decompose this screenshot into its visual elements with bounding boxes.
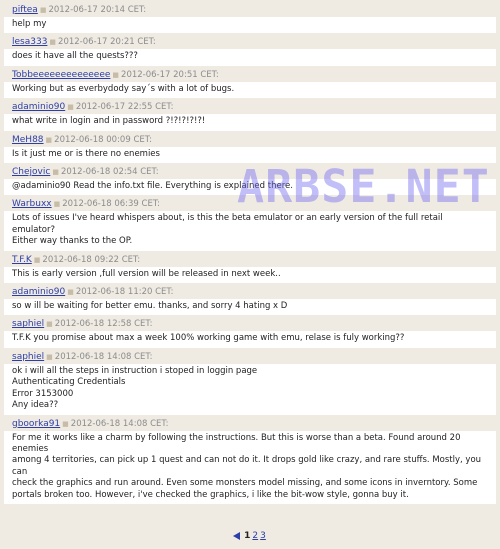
comment-timestamp: 2012-06-18 12:58 CET: <box>54 319 153 330</box>
comment-author-link[interactable]: Chejovic <box>12 167 51 178</box>
comment <box>4 33 496 65</box>
comment <box>4 98 496 130</box>
comment <box>4 131 496 163</box>
comment-text: ok i will all the steps in instruction i stoped in loggin page Authenticating Credentials Error 3153000 Any idea?? <box>4 364 496 415</box>
comment-author-link[interactable]: T.F.K <box>12 254 32 265</box>
pagination <box>0 531 500 541</box>
comment-meta <box>4 131 496 147</box>
comment <box>4 315 496 347</box>
comment-text: what write in login and in password ?!?!?!?!?! <box>4 114 496 130</box>
comment-timestamp: 2012-06-18 11:20 CET: <box>75 287 174 298</box>
separator-icon: ■ <box>46 320 53 329</box>
comment-timestamp: 2012-06-17 20:14 CET: <box>48 5 147 15</box>
comment-text: @adaminio90 Read the info.txt file. Everything is explained there. <box>4 179 496 195</box>
comment-text: For me it works like a charm by following the instructions. But this is worse than a beta. Found around 20 enemies among 4 territories, can pick up 1 quest and can not do it. It drops gold like crazy, and rare stuffs. Mostly, you can check the graphics and run around. Even some monsters model missing, and some icons in inverntory. Some portals broken too. However, i've checked the graphics, i like the bit-wow style, gonna buy it. <box>4 431 496 504</box>
page-link-3[interactable]: 3 <box>260 531 266 541</box>
comment-meta <box>4 163 496 179</box>
comment-meta <box>4 1 496 17</box>
separator-icon: ■ <box>49 38 57 47</box>
comment-text: This is early version ,full version will be released in next week.. <box>4 267 496 283</box>
comment-text: help my <box>4 17 496 33</box>
comment-author-link[interactable]: adaminio90 <box>12 102 66 113</box>
comment-timestamp: 2012-06-17 22:55 CET: <box>75 102 174 113</box>
separator-icon: ■ <box>52 168 59 177</box>
comment-author-link[interactable]: Tobbeeeeeeeeeeeeee <box>12 69 111 80</box>
comment-timestamp: 2012-06-18 06:39 CET: <box>62 199 160 210</box>
separator-icon: ■ <box>53 200 61 209</box>
comment-meta <box>4 415 496 431</box>
comment-meta <box>4 348 496 364</box>
comment-meta <box>4 98 496 114</box>
comment <box>4 163 496 195</box>
page-link-1[interactable]: 1 <box>244 531 251 541</box>
comment <box>4 195 496 250</box>
separator-icon: ■ <box>39 6 47 14</box>
comment-text: so w ill be waiting for better emu. thanks, and sorry 4 hating x D <box>4 299 496 315</box>
separator-icon: ■ <box>67 288 74 297</box>
separator-icon: ■ <box>112 70 120 79</box>
comment-author-link[interactable]: lesa333 <box>12 37 48 48</box>
comment <box>4 1 496 33</box>
comment-meta <box>4 251 496 267</box>
comment <box>4 348 496 415</box>
previous-page-arrow-icon[interactable] <box>233 532 240 540</box>
comment-author-link[interactable]: MeH88 <box>12 134 44 145</box>
separator-icon: ■ <box>46 352 53 361</box>
comment-meta <box>4 283 496 299</box>
comment-author-link[interactable]: Warbuxx <box>12 199 52 210</box>
comment-timestamp: 2012-06-18 02:54 CET: <box>60 167 159 178</box>
comment-author-link[interactable]: saphiel <box>12 319 45 330</box>
comment-timestamp: 2012-06-18 00:09 CET: <box>54 134 152 145</box>
comment-author-link[interactable]: piftea <box>12 5 38 15</box>
watermark: ARBSE.NET <box>237 160 490 213</box>
comment-timestamp: 2012-06-17 20:51 CET: <box>121 69 219 80</box>
comment-timestamp: 2012-06-18 14:08 CET: <box>70 418 169 429</box>
comment-author-link[interactable]: saphiel <box>12 351 45 362</box>
comment-text: T.F.K you promise about max a week 100% working game with emu, relase is fuly working?? <box>4 331 496 347</box>
comment-text: Working but as everbydody say´s with a lot of bugs. <box>4 82 496 98</box>
comment-text: does it have all the quests??? <box>4 49 496 65</box>
comment <box>4 415 496 504</box>
comment-timestamp: 2012-06-18 14:08 CET: <box>54 351 153 362</box>
separator-icon: ■ <box>45 135 53 144</box>
comment-timestamp: 2012-06-17 20:21 CET: <box>58 37 156 48</box>
comment-text: Is it just me or is there no enemies <box>4 147 496 163</box>
comment <box>4 251 496 283</box>
comment-meta <box>4 315 496 331</box>
separator-icon: ■ <box>67 103 74 112</box>
separator-icon: ■ <box>33 255 41 264</box>
comment-author-link[interactable]: gboorka91 <box>12 418 61 429</box>
comment <box>4 66 496 98</box>
page-link-2[interactable]: 2 <box>252 531 259 541</box>
comment <box>4 283 496 315</box>
comment-meta <box>4 195 496 211</box>
comment-meta <box>4 33 496 49</box>
comment-meta <box>4 66 496 82</box>
comment-author-link[interactable]: adaminio90 <box>12 287 66 298</box>
comment-timestamp: 2012-06-18 09:22 CET: <box>42 254 141 265</box>
separator-icon: ■ <box>62 419 69 428</box>
comment-text: Lots of issues I've heard whispers about, is this the beta emulator or an early version of the full retail emulator? Either way thanks to the OP. <box>4 211 496 250</box>
